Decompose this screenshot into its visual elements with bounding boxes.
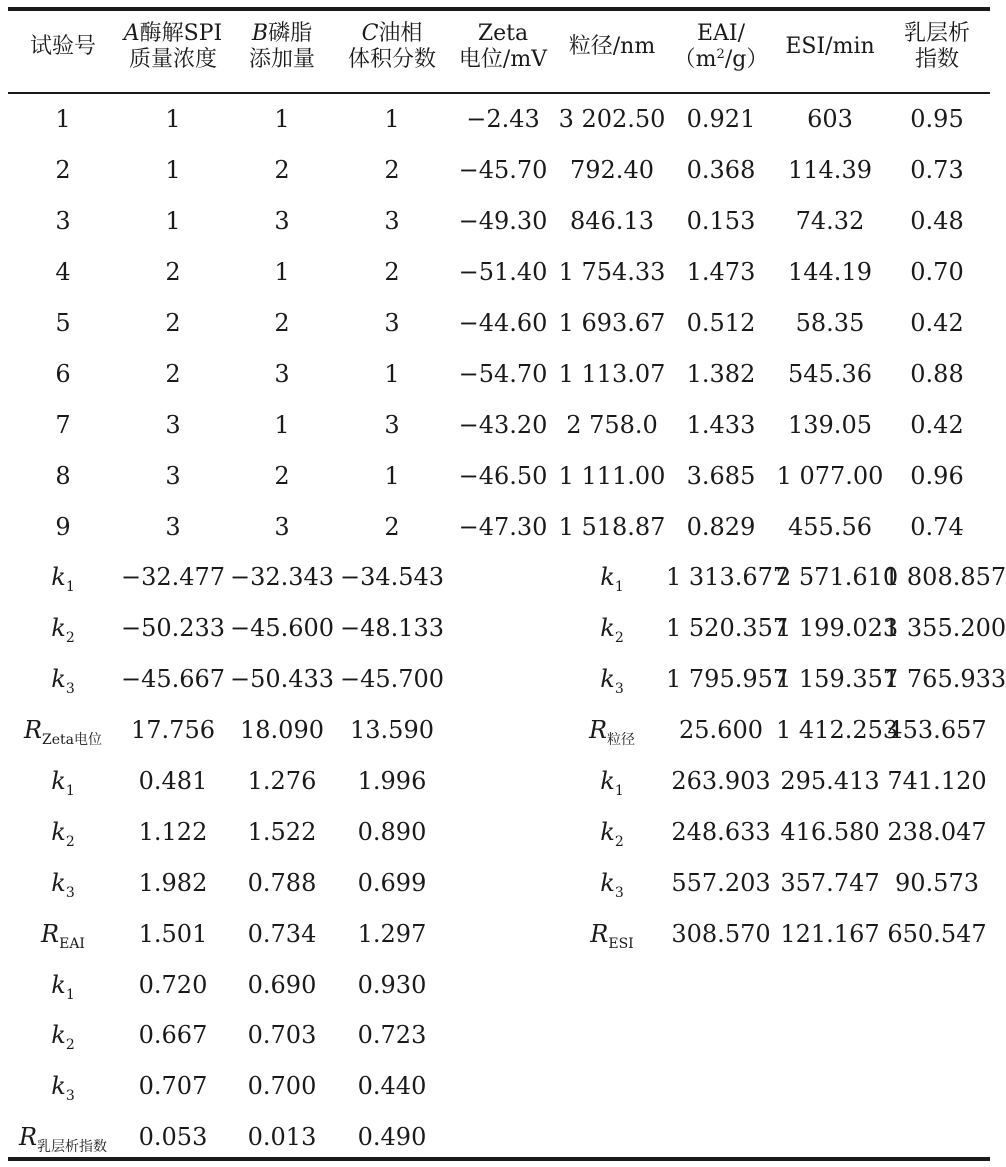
analysis-value-right-c: 1 765.933 bbox=[884, 665, 1006, 694]
cell-creaming-index: 0.74 bbox=[910, 512, 964, 541]
cell-esi: 603 bbox=[807, 105, 853, 134]
col-header-esi: ESI/min bbox=[785, 34, 875, 59]
cell-factor-a: 2 bbox=[165, 258, 181, 287]
cell-eai: 0.153 bbox=[686, 207, 756, 236]
stat-symbol: k bbox=[51, 614, 66, 643]
stat-symbol: k bbox=[600, 614, 615, 643]
cell-creaming-index: 0.42 bbox=[910, 309, 964, 337]
cell-particle-size: 1 754.33 bbox=[558, 258, 666, 287]
cell-factor-b: 1 bbox=[274, 410, 290, 439]
analysis-value-c: −45.700 bbox=[339, 665, 445, 694]
analysis-label-right bbox=[558, 806, 666, 857]
orthogonal-test-table bbox=[8, 0, 1006, 1163]
cell-trial-no: 9 bbox=[55, 512, 71, 541]
col-header-factor-b: B磷脂 添加量 bbox=[248, 21, 315, 72]
cell-factor-c: 2 bbox=[384, 512, 400, 541]
cell-particle-size: 1 113.07 bbox=[558, 359, 666, 388]
cell-factor-b: 2 bbox=[274, 156, 290, 185]
cell-zeta: −2.43 bbox=[466, 105, 540, 134]
cell-trial-no: 4 bbox=[55, 258, 71, 287]
analysis-value-a: 1.501 bbox=[138, 919, 208, 948]
analysis-value-b: 0.013 bbox=[247, 1123, 317, 1152]
empty-cell bbox=[448, 705, 558, 756]
cell-particle-size: 1 111.00 bbox=[558, 461, 666, 490]
analysis-value-b: −50.433 bbox=[229, 665, 335, 694]
analysis-value-c: 1.297 bbox=[357, 919, 427, 948]
stat-subscript: 2 bbox=[65, 630, 75, 647]
stat-symbol: k bbox=[51, 563, 66, 592]
stat-symbol: R bbox=[18, 1123, 38, 1152]
analysis-value-right-c: 453.657 bbox=[887, 716, 987, 745]
analysis-value-a: 0.720 bbox=[138, 970, 208, 999]
analysis-value-c: 0.890 bbox=[357, 817, 427, 846]
cell-creaming-index: 0.70 bbox=[910, 258, 964, 287]
analysis-row bbox=[8, 603, 990, 654]
cell-particle-size: 792.40 bbox=[570, 156, 654, 185]
col-header-zeta: Zeta 电位/mV bbox=[458, 21, 548, 72]
analysis-value-c: 0.930 bbox=[357, 970, 427, 999]
cell-factor-c: 1 bbox=[384, 359, 400, 388]
analysis-label-right bbox=[558, 1112, 666, 1163]
cell-esi: 58.35 bbox=[795, 309, 865, 337]
cell-zeta: −46.50 bbox=[458, 461, 548, 490]
analysis-row bbox=[8, 654, 990, 705]
cell-zeta: −44.60 bbox=[458, 309, 548, 337]
cell-factor-c: 3 bbox=[384, 410, 400, 439]
cell-zeta: −45.70 bbox=[458, 156, 548, 185]
analysis-value-right-a: 1 795.957 bbox=[666, 665, 789, 694]
analysis-value-a: −50.233 bbox=[120, 614, 226, 643]
analysis-row bbox=[8, 756, 990, 807]
col-header-particle-size: 粒径/nm bbox=[568, 34, 656, 59]
analysis-label-right bbox=[558, 959, 666, 1010]
table-row bbox=[8, 450, 990, 501]
cell-eai: 0.829 bbox=[686, 512, 756, 541]
analysis-label-left bbox=[8, 756, 118, 807]
analysis-value-right-b: 1 199.023 bbox=[776, 614, 899, 643]
analysis-row bbox=[8, 1112, 990, 1163]
analysis-value-b: −45.600 bbox=[229, 614, 335, 643]
analysis-row bbox=[8, 1061, 990, 1112]
cell-esi: 144.19 bbox=[788, 258, 872, 287]
cell-esi: 139.05 bbox=[788, 410, 872, 439]
stat-subscript: ESI bbox=[608, 935, 634, 952]
stat-symbol: k bbox=[600, 817, 615, 846]
empty-cell bbox=[448, 806, 558, 857]
analysis-value-right-b bbox=[776, 1061, 884, 1112]
analysis-value-c: −48.133 bbox=[339, 614, 445, 643]
stat-symbol: R bbox=[588, 716, 608, 745]
analysis-label-left bbox=[8, 603, 118, 654]
analysis-value-right-a bbox=[666, 1010, 776, 1061]
stat-subscript: 3 bbox=[65, 1088, 75, 1105]
cell-factor-b: 1 bbox=[274, 105, 290, 134]
analysis-value-right-b bbox=[776, 1112, 884, 1163]
cell-creaming-index: 0.88 bbox=[910, 359, 964, 388]
cell-eai: 1.473 bbox=[686, 258, 756, 287]
cell-creaming-index: 0.42 bbox=[910, 410, 964, 439]
table-row bbox=[8, 196, 990, 247]
analysis-value-right-b: 1 159.357 bbox=[776, 665, 899, 694]
empty-cell bbox=[448, 959, 558, 1010]
cell-esi: 114.39 bbox=[788, 156, 872, 185]
cell-creaming-index: 0.95 bbox=[910, 105, 964, 134]
analysis-value-c: 0.490 bbox=[357, 1123, 427, 1152]
stat-subscript: 2 bbox=[614, 833, 624, 850]
cell-factor-a: 1 bbox=[165, 156, 181, 185]
stat-subscript: 1 bbox=[65, 579, 75, 596]
analysis-value-b: 1.522 bbox=[247, 817, 317, 846]
stat-subscript: 3 bbox=[65, 681, 75, 698]
stat-symbol: k bbox=[51, 1072, 66, 1101]
analysis-label-left bbox=[8, 1010, 118, 1061]
analysis-label-right bbox=[558, 857, 666, 908]
analysis-value-right-c: 238.047 bbox=[887, 817, 987, 846]
stat-subscript: 2 bbox=[614, 630, 624, 647]
analysis-value-c: 0.440 bbox=[357, 1072, 427, 1101]
cell-factor-a: 3 bbox=[165, 410, 181, 439]
analysis-row bbox=[8, 552, 990, 603]
analysis-row bbox=[8, 908, 990, 959]
stat-subscript: 3 bbox=[614, 884, 624, 901]
cell-particle-size: 3 202.50 bbox=[558, 105, 666, 134]
stat-subscript: Zeta电位 bbox=[42, 732, 103, 749]
analysis-label-right bbox=[558, 908, 666, 959]
cell-zeta: −54.70 bbox=[458, 359, 548, 388]
analysis-label-right bbox=[558, 603, 666, 654]
analysis-value-a: 17.756 bbox=[131, 716, 215, 745]
cell-particle-size: 1 693.67 bbox=[558, 309, 666, 337]
analysis-value-b: 0.690 bbox=[247, 970, 317, 999]
analysis-value-a: −32.477 bbox=[120, 563, 226, 592]
cell-particle-size: 2 758.0 bbox=[566, 410, 658, 439]
analysis-value-right-c bbox=[884, 1112, 990, 1163]
empty-cell bbox=[448, 603, 558, 654]
empty-cell bbox=[448, 1010, 558, 1061]
analysis-value-right-a: 248.633 bbox=[671, 817, 771, 846]
analysis-value-right-a: 557.203 bbox=[671, 868, 771, 897]
cell-factor-b: 3 bbox=[274, 512, 290, 541]
analysis-value-a: 0.667 bbox=[138, 1021, 208, 1050]
analysis-value-a: 0.707 bbox=[138, 1072, 208, 1101]
analysis-value-b: 0.788 bbox=[247, 868, 317, 897]
analysis-value-b: 1.276 bbox=[247, 767, 317, 796]
stat-symbol: k bbox=[600, 868, 615, 897]
stat-symbol: k bbox=[51, 1021, 66, 1050]
cell-factor-b: 3 bbox=[274, 207, 290, 236]
table-row bbox=[8, 247, 990, 298]
analysis-value-right-a bbox=[666, 959, 776, 1010]
col-header-creaming-index: 乳层析 指数 bbox=[903, 21, 970, 72]
stat-symbol: R bbox=[590, 919, 609, 948]
cell-zeta: −43.20 bbox=[458, 410, 548, 439]
analysis-value-c: 1.996 bbox=[357, 767, 427, 796]
cell-factor-a: 2 bbox=[165, 359, 181, 388]
cell-factor-c: 3 bbox=[384, 207, 400, 236]
analysis-value-right-c: 1 355.200 bbox=[884, 614, 1006, 643]
analysis-value-b: 0.734 bbox=[247, 919, 317, 948]
analysis-value-right-c bbox=[884, 1061, 990, 1112]
cell-factor-c: 3 bbox=[384, 309, 400, 337]
cell-factor-a: 1 bbox=[165, 207, 181, 236]
cell-particle-size: 846.13 bbox=[570, 207, 654, 236]
analysis-value-right-b: 357.747 bbox=[780, 868, 880, 897]
analysis-value-right-a bbox=[666, 1061, 776, 1112]
cell-trial-no: 2 bbox=[55, 156, 71, 185]
analysis-value-a: 0.053 bbox=[138, 1123, 208, 1152]
cell-esi: 1 077.00 bbox=[776, 461, 884, 490]
empty-cell bbox=[448, 1061, 558, 1112]
cell-esi: 74.32 bbox=[795, 207, 865, 236]
stat-symbol: k bbox=[600, 767, 615, 796]
analysis-value-right-b bbox=[776, 1010, 884, 1061]
stat-subscript: 1 bbox=[614, 783, 624, 800]
cell-trial-no: 8 bbox=[55, 461, 71, 490]
cell-zeta: −51.40 bbox=[458, 258, 548, 287]
stat-symbol: k bbox=[600, 563, 615, 592]
analysis-label-left bbox=[8, 654, 118, 705]
analysis-value-right-b: 295.413 bbox=[780, 767, 880, 796]
table-row bbox=[8, 145, 990, 196]
analysis-value-a: −45.667 bbox=[120, 665, 226, 694]
analysis-value-right-b: 1 412.253 bbox=[776, 716, 899, 745]
col-header-factor-a: A酶解SPI 质量浓度 bbox=[123, 21, 223, 72]
cell-eai: 0.512 bbox=[686, 309, 756, 337]
analysis-value-c: 0.699 bbox=[357, 868, 427, 897]
analysis-value-c: −34.543 bbox=[339, 563, 445, 592]
cell-trial-no: 1 bbox=[55, 105, 71, 134]
col-header-trial: 试验号 bbox=[29, 34, 96, 59]
cell-esi: 545.36 bbox=[788, 359, 872, 388]
analysis-value-right-c: 90.573 bbox=[895, 868, 979, 897]
cell-trial-no: 6 bbox=[55, 359, 71, 388]
analysis-value-right-b: 2 571.610 bbox=[776, 563, 899, 592]
empty-cell bbox=[448, 1112, 558, 1163]
cell-factor-a: 3 bbox=[165, 461, 181, 490]
stat-subscript: 1 bbox=[65, 986, 75, 1003]
analysis-value-right-c: 1 808.857 bbox=[884, 563, 1006, 592]
cell-factor-a: 3 bbox=[165, 512, 181, 541]
cell-zeta: −47.30 bbox=[458, 512, 548, 541]
analysis-value-right-c: 650.547 bbox=[887, 919, 987, 948]
analysis-value-c: 0.723 bbox=[357, 1021, 427, 1050]
cell-eai: 0.368 bbox=[686, 156, 756, 185]
stat-subscript: 3 bbox=[614, 681, 624, 698]
empty-cell bbox=[448, 552, 558, 603]
empty-cell bbox=[448, 857, 558, 908]
cell-factor-c: 2 bbox=[384, 156, 400, 185]
cell-trial-no: 7 bbox=[55, 410, 71, 439]
cell-zeta: −49.30 bbox=[458, 207, 548, 236]
table-row bbox=[8, 501, 990, 552]
stat-symbol: R bbox=[23, 716, 43, 745]
cell-factor-b: 2 bbox=[274, 461, 290, 490]
cell-eai: 1.433 bbox=[686, 410, 756, 439]
analysis-value-right-b: 416.580 bbox=[780, 817, 880, 846]
analysis-value-right-c: 741.120 bbox=[887, 767, 987, 796]
analysis-label-right bbox=[558, 1010, 666, 1061]
cell-factor-a: 1 bbox=[165, 105, 181, 134]
analysis-value-right-a: 1 313.677 bbox=[666, 563, 789, 592]
analysis-label-left bbox=[8, 857, 118, 908]
analysis-value-right-c bbox=[884, 959, 990, 1010]
analysis-value-right-a: 308.570 bbox=[671, 919, 771, 948]
stat-subscript: 1 bbox=[614, 579, 624, 596]
cell-factor-c: 2 bbox=[384, 258, 400, 287]
analysis-value-right-b: 121.167 bbox=[780, 919, 880, 948]
cell-esi: 455.56 bbox=[788, 512, 872, 541]
analysis-value-right-a bbox=[666, 1112, 776, 1163]
analysis-row bbox=[8, 1010, 990, 1061]
table-row bbox=[8, 399, 990, 450]
stat-subscript: 3 bbox=[65, 884, 75, 901]
empty-cell bbox=[448, 908, 558, 959]
analysis-value-a: 1.122 bbox=[138, 817, 208, 846]
analysis-value-right-a: 1 520.357 bbox=[666, 614, 789, 643]
analysis-row bbox=[8, 705, 990, 756]
stat-symbol: R bbox=[41, 919, 60, 948]
cell-factor-a: 2 bbox=[165, 309, 181, 337]
col-header-factor-c: C油相 体积分数 bbox=[347, 21, 436, 72]
empty-cell bbox=[448, 756, 558, 807]
cell-factor-b: 1 bbox=[274, 258, 290, 287]
cell-factor-c: 1 bbox=[384, 461, 400, 490]
cell-eai: 3.685 bbox=[686, 461, 756, 490]
analysis-value-right-c bbox=[884, 1010, 990, 1061]
stat-subscript: 粒径 bbox=[607, 732, 636, 749]
stat-subscript: 2 bbox=[65, 1037, 75, 1054]
analysis-value-c: 13.590 bbox=[350, 716, 434, 745]
header-row bbox=[8, 0, 990, 94]
table-row bbox=[8, 298, 990, 349]
analysis-label-left bbox=[8, 908, 118, 959]
analysis-row bbox=[8, 857, 990, 908]
cell-eai: 0.921 bbox=[686, 105, 756, 134]
analysis-value-b: 0.703 bbox=[247, 1021, 317, 1050]
analysis-value-a: 0.481 bbox=[138, 767, 208, 796]
cell-factor-c: 1 bbox=[384, 105, 400, 134]
stat-symbol: k bbox=[51, 817, 66, 846]
analysis-label-left bbox=[8, 552, 118, 603]
analysis-row bbox=[8, 959, 990, 1010]
analysis-value-b: 18.090 bbox=[240, 716, 324, 745]
analysis-value-right-a: 25.600 bbox=[679, 716, 763, 745]
stat-subscript: EAI bbox=[59, 935, 85, 952]
empty-cell bbox=[448, 654, 558, 705]
cell-creaming-index: 0.73 bbox=[910, 156, 964, 185]
analysis-value-a: 1.982 bbox=[138, 868, 208, 897]
analysis-label-left bbox=[8, 1112, 118, 1163]
table-row bbox=[8, 94, 990, 145]
cell-factor-b: 2 bbox=[274, 309, 290, 337]
cell-eai: 1.382 bbox=[686, 359, 756, 388]
col-header-eai: EAI/ $(m^2/g)$ bbox=[673, 21, 769, 72]
cell-factor-b: 3 bbox=[274, 359, 290, 388]
cell-trial-no: 5 bbox=[55, 309, 71, 337]
stat-subscript: 乳层析指数 bbox=[37, 1139, 108, 1156]
analysis-row bbox=[8, 806, 990, 857]
analysis-label-right bbox=[558, 654, 666, 705]
analysis-label-right bbox=[558, 705, 666, 756]
analysis-label-left bbox=[8, 959, 118, 1010]
analysis-label-right bbox=[558, 1061, 666, 1112]
cell-creaming-index: 0.96 bbox=[910, 461, 964, 490]
stat-subscript: 1 bbox=[65, 783, 75, 800]
cell-creaming-index: 0.48 bbox=[910, 207, 964, 236]
stat-symbol: k bbox=[51, 868, 66, 897]
analysis-value-right-a: 263.903 bbox=[671, 767, 771, 796]
stat-symbol: k bbox=[600, 665, 615, 694]
analysis-label-left bbox=[8, 705, 118, 756]
analysis-label-left bbox=[8, 806, 118, 857]
analysis-value-b: −32.343 bbox=[229, 563, 335, 592]
analysis-label-left bbox=[8, 1061, 118, 1112]
stat-symbol: k bbox=[51, 767, 66, 796]
analysis-label-right bbox=[558, 756, 666, 807]
stat-symbol: k bbox=[51, 970, 66, 999]
analysis-value-right-b bbox=[776, 959, 884, 1010]
cell-particle-size: 1 518.87 bbox=[558, 512, 666, 541]
cell-trial-no: 3 bbox=[55, 207, 71, 236]
analysis-value-b: 0.700 bbox=[247, 1072, 317, 1101]
stat-subscript: 2 bbox=[65, 833, 75, 850]
analysis-label-right bbox=[558, 552, 666, 603]
table-row bbox=[8, 348, 990, 399]
stat-symbol: k bbox=[51, 665, 66, 694]
